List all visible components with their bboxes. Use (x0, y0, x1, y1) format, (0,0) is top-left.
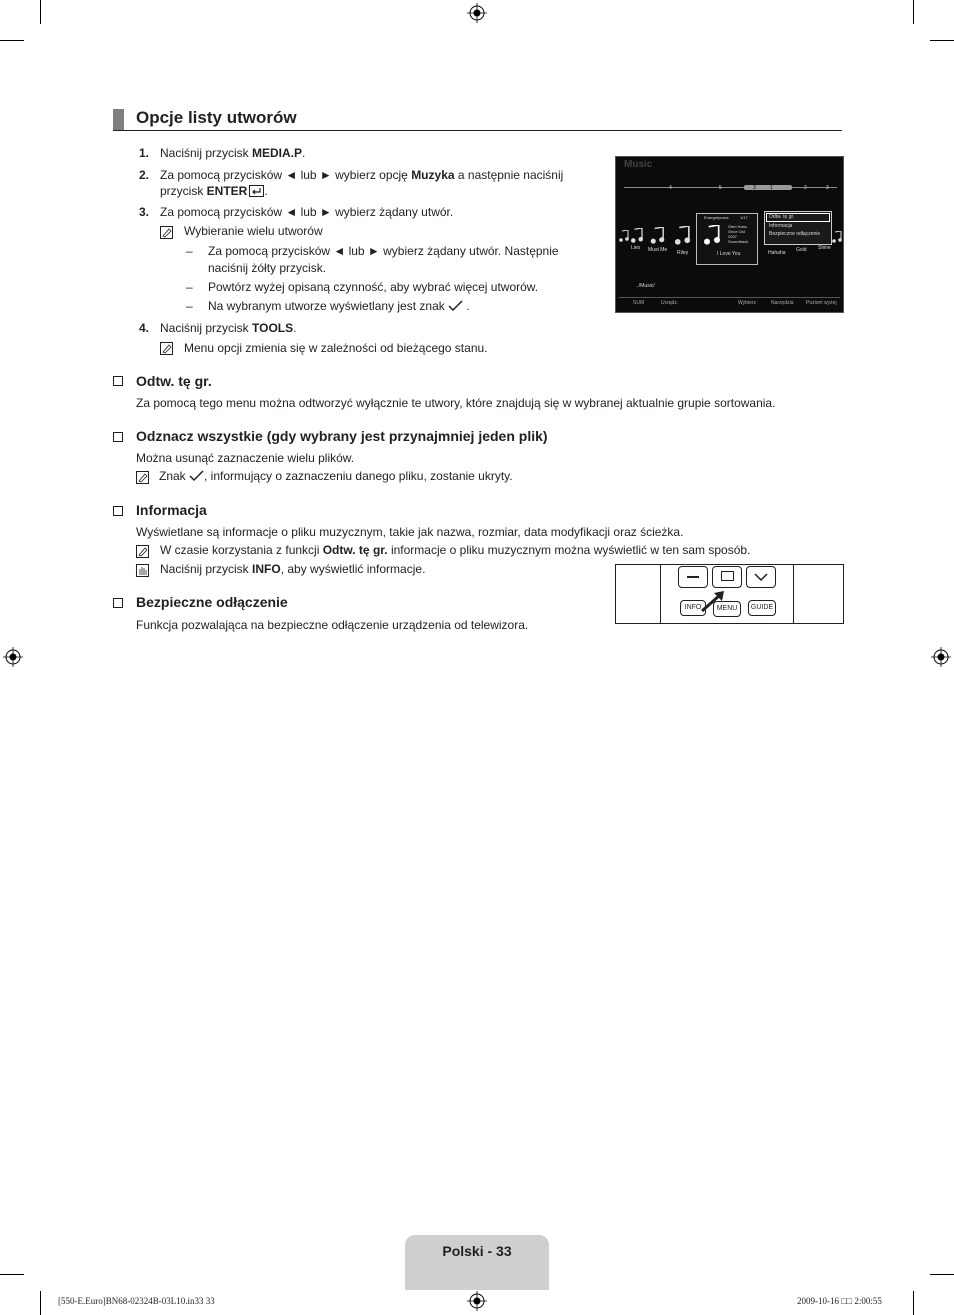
multi-select-step-text: Na wybranym utworze wyświetlany jest znak . (208, 299, 470, 313)
section-title: Informacja (136, 502, 207, 518)
timeline-label: 1 (770, 185, 773, 191)
note-text: Menu opcji zmienia się w zależności od bieżącego stanu. (184, 341, 488, 355)
checkmark-icon (189, 470, 204, 482)
tools-menu-item[interactable]: Bezpieczne odłączenie (769, 231, 821, 237)
bottom-hint: SUM (633, 300, 645, 306)
note-text: Znak , informujący o zaznaczeniu danego pliku, zostanie ukryty. (159, 469, 513, 483)
step-3-text: Za pomocą przycisków ◄ lub ► wybierz żądany utwór. (160, 205, 454, 219)
crop-mark (40, 0, 41, 24)
dash-bullet: – (186, 280, 193, 294)
section-body: Za pomocą tego menu można odtworzyć wyłącznie te utwory, które znajdują się w wybranej aktualnie grupie sortowania. (136, 396, 776, 410)
timeline-label: 2 (804, 185, 807, 191)
music-note-icon (674, 226, 691, 245)
song-label: Hahaha (768, 250, 786, 256)
section-bullet-icon (113, 598, 123, 608)
section-bullet-icon (113, 376, 123, 386)
crop-mark (913, 1291, 914, 1315)
checkmark-icon (448, 300, 463, 312)
song-label: Must Me (648, 247, 668, 253)
note-text: Wybieranie wielu utworów (184, 224, 323, 238)
crop-mark (930, 1274, 954, 1275)
tip-text: Naciśnij przycisk INFO, aby wyświetlić informacje. (160, 562, 426, 576)
print-info-left: [550-E.Euro]BN68-02324B-03L10.in33 33 (58, 1296, 215, 1306)
menu-button: MENU (713, 601, 741, 617)
crop-mark (0, 40, 24, 41)
enter-icon (249, 185, 264, 197)
step-4-text: Naciśnij przycisk TOOLS. (160, 321, 297, 335)
timeline-label: 3 (753, 185, 756, 191)
info-line: 2007 (728, 234, 737, 239)
note-icon (160, 226, 173, 239)
bottom-hint: Narzędzia (771, 300, 794, 306)
tv-screen-illustration (615, 156, 844, 313)
pointer-arrow-icon (700, 589, 728, 613)
crop-mark (913, 0, 914, 24)
song-label: Gold (796, 247, 807, 253)
guide-button: GUIDE (748, 600, 776, 616)
heading-bar (113, 109, 124, 130)
crop-mark (930, 40, 954, 41)
note-icon (160, 342, 173, 355)
section-body: Funkcja pozwalająca na bezpieczne odłączenie urządzenia od telewizora. (136, 618, 529, 632)
timeline-label: 4 (669, 185, 672, 191)
section-bullet-icon (113, 506, 123, 516)
multi-select-step-text: Powtórz wyżej opisaną czynność, aby wybrać więcej utworów. (208, 280, 539, 294)
registration-mark-icon (467, 1291, 487, 1311)
timeline-marker (744, 185, 792, 190)
bottom-hint: Urządz. (661, 300, 679, 306)
registration-mark-icon (467, 3, 487, 23)
screen-title: Music (624, 159, 653, 170)
crop-mark (0, 1274, 24, 1275)
section-title: Odtw. tę gr. (136, 373, 212, 389)
multi-select-step-text: Za pomocą przycisków ◄ lub ► wybierz żądany utwór. Następnie (208, 244, 559, 258)
tip-hand-icon (136, 564, 149, 577)
multi-select-step-text: naciśnij żółty przycisk. (208, 261, 327, 275)
info-line: Once Ost (728, 229, 745, 234)
chevron-down-icon (754, 573, 768, 581)
source-button (712, 566, 742, 588)
note-icon (136, 545, 149, 558)
section-title: Odznacz wszystkie (gdy wybrany jest przynajmniej jeden plik) (136, 428, 548, 444)
step-number: 3. (139, 205, 150, 219)
page-number: Polski - 33 (442, 1243, 512, 1259)
heading-rule (113, 130, 842, 131)
bottom-hint: Poziom wyżej (806, 300, 837, 306)
timeline-label: 5 (719, 185, 722, 191)
music-note-icon (630, 228, 644, 243)
minus-button (678, 566, 708, 588)
song-label: Riley (677, 250, 689, 256)
info-line: Glen Hans (728, 224, 747, 229)
registration-mark-icon (3, 647, 23, 667)
timeline-label: 3 (826, 185, 829, 191)
section-body: Wyświetlane są informacje o pliku muzycznym, takie jak nazwa, rozmiar, data modyfikacji oraz ścieżka. (136, 525, 684, 539)
step-number: 2. (139, 168, 150, 182)
music-note-icon (619, 230, 629, 242)
selected-song-title: I Love You (717, 251, 741, 257)
song-label: Shine (818, 245, 831, 251)
tools-menu-item[interactable]: Informacja (769, 223, 793, 229)
info-button: INFO (680, 600, 706, 616)
section-bullet-icon (113, 432, 123, 442)
step-number: 4. (139, 321, 150, 335)
info-count: 1/17 (740, 215, 748, 220)
folder-path: ../Music/ (636, 283, 655, 289)
section-body: Można usunąć zaznaczenie wielu plików. (136, 451, 355, 465)
remote-control-illustration (615, 564, 844, 624)
dash-bullet: – (186, 299, 193, 313)
step-2-text: Za pomocą przycisków ◄ lub ► wybierz opcję Muzyka a następnie naciśnij (160, 168, 564, 182)
page-title: Opcje listy utworów (136, 108, 297, 127)
bottom-bar (619, 297, 840, 298)
step-1-text: Naciśnij przycisk MEDIA.P. (160, 146, 306, 160)
dash-bullet: – (186, 244, 193, 258)
bottom-hint: Wybierz (738, 300, 757, 306)
info-line: Soundtrack (728, 239, 749, 244)
section-title: Bezpieczne odłączenie (136, 594, 288, 610)
music-note-icon (832, 231, 842, 243)
note-text: W czasie korzystania z funkcji Odtw. tę gr. informacje o pliku muzycznym można wyświetlić w ten sam sposób. (160, 543, 751, 557)
tools-menu-item[interactable]: Odtw. tę gr. (769, 214, 795, 220)
print-info-right: 2009-10-16 □□ 2:00:55 (797, 1296, 882, 1306)
song-label: Lies (631, 245, 641, 251)
registration-mark-icon (931, 647, 951, 667)
info-title: Energetyczna (704, 215, 729, 220)
music-note-icon (702, 225, 722, 245)
step-number: 1. (139, 146, 150, 160)
chevron-down-button (746, 566, 776, 588)
step-2-text-line2: przycisk ENTER . (160, 184, 268, 198)
music-note-icon (650, 227, 665, 244)
crop-mark (40, 1291, 41, 1315)
note-icon (136, 471, 149, 484)
